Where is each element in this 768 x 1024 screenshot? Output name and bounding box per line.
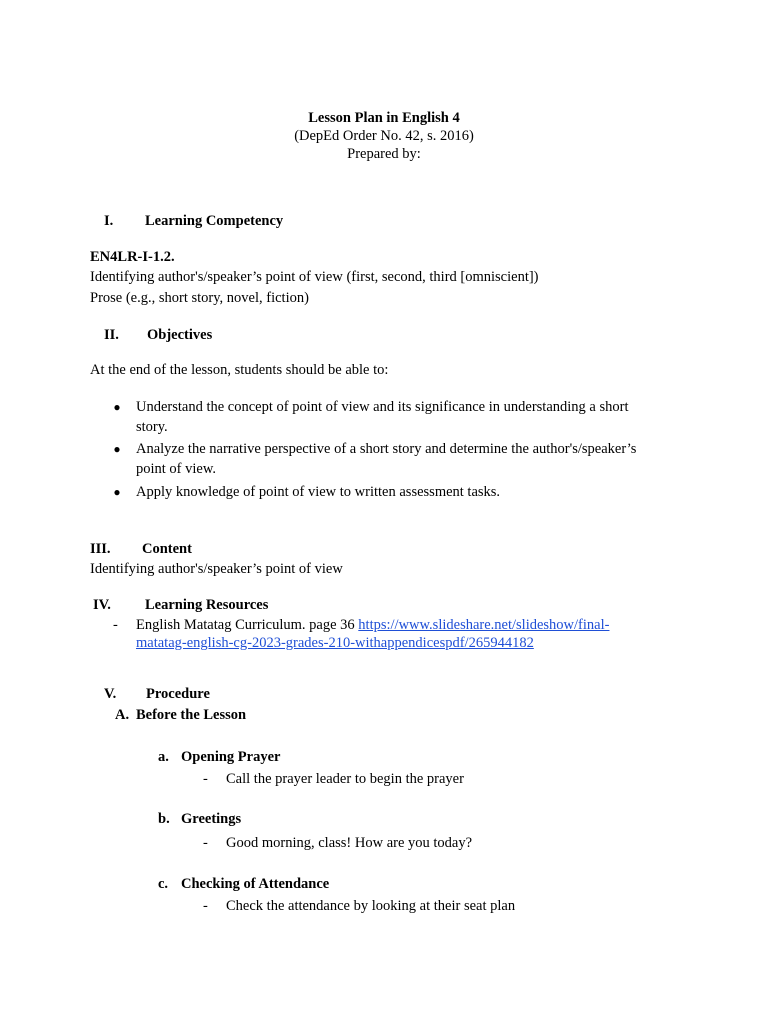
item-a-text: Call the prayer leader to begin the prayer xyxy=(226,771,464,787)
item-b-letter: b. xyxy=(158,811,170,827)
resource-dash: - xyxy=(113,617,118,633)
item-c-dash: - xyxy=(203,898,208,914)
bullet-icon: ● xyxy=(113,400,121,414)
section-2-number: II. xyxy=(104,327,119,343)
resource-text: English Matatag Curriculum. page 36 xyxy=(136,617,359,633)
section-3-title: Content xyxy=(142,541,192,557)
competency-line-1: Identifying author's/speaker’s point of view (first, second, third [omniscient]) xyxy=(90,269,539,285)
section-2-title: Objectives xyxy=(147,327,213,343)
document-title: Lesson Plan in English 4 xyxy=(308,110,460,126)
objective-3-line-1: Apply knowledge of point of view to written assessment tasks. xyxy=(136,484,501,500)
competency-line-2: Prose (e.g., short story, novel, fiction) xyxy=(90,290,309,306)
objective-1-line-1: Understand the concept of point of view and its significance in understanding a short xyxy=(136,399,629,415)
resource-line-2 xyxy=(136,634,534,652)
section-5-number: V. xyxy=(104,686,117,702)
section-1-title: Learning Competency xyxy=(145,213,284,229)
deped-order: (DepEd Order No. 42, s. 2016) xyxy=(294,128,474,144)
item-b-title: Greetings xyxy=(181,811,242,827)
item-a-letter: a. xyxy=(158,749,169,765)
objective-1-line-2: story. xyxy=(136,419,168,435)
objective-2-line-1: Analyze the narrative perspective of a short story and determine the author's/speaker’s xyxy=(136,441,637,457)
resource-line-1 xyxy=(136,616,609,634)
competency-code: EN4LR-I-1.2. xyxy=(90,249,175,265)
content-text: Identifying author's/speaker’s point of view xyxy=(90,561,343,577)
section-3-number: III. xyxy=(90,541,111,557)
objectives-intro: At the end of the lesson, students should be able to: xyxy=(90,362,389,378)
section-4-number: IV. xyxy=(93,597,111,613)
subsection-a-title: Before the Lesson xyxy=(136,707,247,723)
bullet-icon: ● xyxy=(113,485,121,499)
objective-2-line-2: point of view. xyxy=(136,461,217,477)
subsection-a-letter: A. xyxy=(115,707,130,723)
item-c-text: Check the attendance by looking at their seat plan xyxy=(226,898,516,914)
prepared-by: Prepared by: xyxy=(347,146,421,162)
section-1-number: I. xyxy=(104,213,114,229)
section-5-title: Procedure xyxy=(146,686,210,702)
item-b-text: Good morning, class! How are you today? xyxy=(226,835,473,851)
item-a-title: Opening Prayer xyxy=(181,749,281,765)
item-b-dash: - xyxy=(203,835,208,851)
item-c-letter: c. xyxy=(158,876,169,892)
item-c-title: Checking of Attendance xyxy=(181,876,330,892)
resource-link-continued[interactable]: matatag-english-cg-2023-grades-210-withappendicespdf/265944182 xyxy=(136,635,534,651)
item-a-dash: - xyxy=(203,771,208,787)
bullet-icon: ● xyxy=(113,442,121,456)
resource-link[interactable]: https://www.slideshare.net/slideshow/final- xyxy=(358,617,610,633)
section-4-title: Learning Resources xyxy=(145,597,269,613)
